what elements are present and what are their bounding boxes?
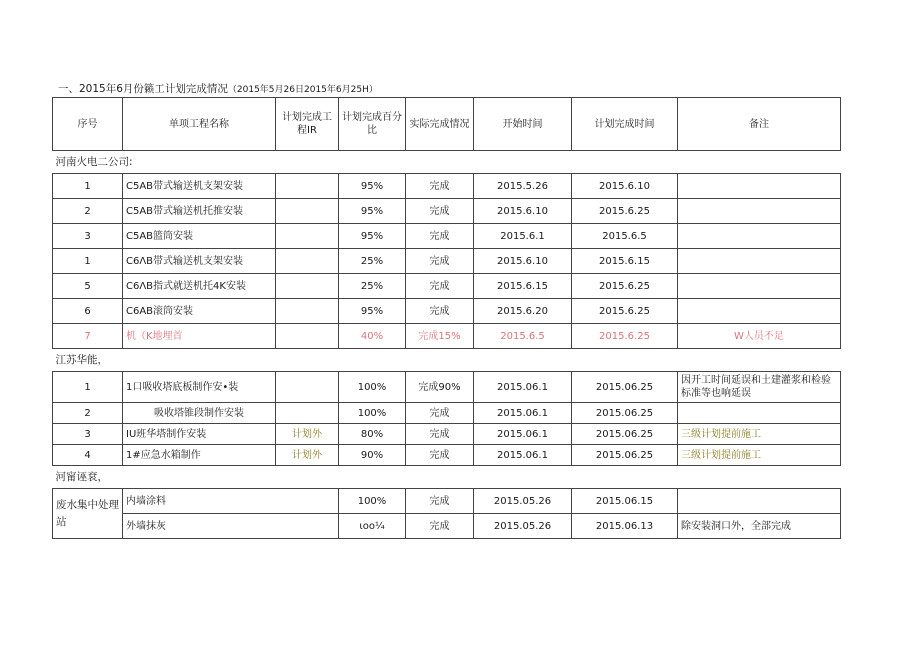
cell-qty: [276, 249, 339, 274]
cell-group: 废水集中处理站: [53, 489, 123, 539]
table-row: [53, 324, 841, 349]
report-title: [58, 81, 378, 96]
cell-pct: 40%: [339, 324, 406, 349]
cell-name: C5AB带式输送机托推安装: [123, 199, 276, 224]
table-row: [53, 249, 841, 274]
cell-actual: 完成: [406, 514, 474, 539]
cell-start: 2015.6.5: [474, 324, 572, 349]
title-main: 一、2015年6月份籁工计划完成情况: [58, 83, 228, 95]
cell-note: 三级计划提前施工: [678, 445, 841, 466]
cell-no: 1: [53, 372, 123, 403]
cell-end: 2015.06.25: [572, 403, 678, 424]
cell-pct: 80%: [339, 424, 406, 445]
cell-no: 3: [53, 424, 123, 445]
cell-end: 2015.06.25: [572, 424, 678, 445]
cell-qty: [276, 224, 339, 249]
cell-name: C6AB滚筒安装: [123, 299, 276, 324]
cell-note: [678, 403, 841, 424]
cell-actual: 完成: [406, 424, 474, 445]
cell-pct: 95%: [339, 199, 406, 224]
cell-name: C5AB篮筒安装: [123, 224, 276, 249]
cell-actual: 完成: [406, 445, 474, 466]
cell-end: 2015.6.25: [572, 299, 678, 324]
cell-pct: 25%: [339, 274, 406, 299]
cell-end: 2015.6.5: [572, 224, 678, 249]
cell-note: 因开工时间延误和土建灌浆和检验标准等也响延误: [678, 372, 841, 403]
header-note: 备注: [678, 98, 841, 151]
table-row: [53, 403, 841, 424]
cell-qty: [276, 299, 339, 324]
table-row: [53, 174, 841, 199]
cell-actual: 完成15%: [406, 324, 474, 349]
cell-end: 2015.6.10: [572, 174, 678, 199]
cell-qty: [276, 324, 339, 349]
cell-qty: [276, 199, 339, 224]
cell-qty: 计划外: [276, 445, 339, 466]
cell-end: 2015.06.25: [572, 372, 678, 403]
cell-start: 2015.05.26: [474, 514, 572, 539]
cell-note: [678, 249, 841, 274]
header-no: 序号: [53, 98, 123, 151]
cell-name: C5AB带式输送机支架安装: [123, 174, 276, 199]
cell-pct: 100%: [339, 403, 406, 424]
cell-start: 2015.06.1: [474, 445, 572, 466]
table-row: [53, 424, 841, 445]
cell-qty: 计划外: [276, 424, 339, 445]
cell-actual: 完成: [406, 403, 474, 424]
cell-no: 4: [53, 445, 123, 466]
cell-name: 1口吸收塔底板制作安•装: [123, 372, 276, 403]
table-row: [53, 299, 841, 324]
cell-start: 2015.5.26: [474, 174, 572, 199]
section-title: 河甯诬袞，: [53, 466, 841, 489]
cell-no: 1: [53, 249, 123, 274]
cell-pct: 90%: [339, 445, 406, 466]
cell-pct: 95%: [339, 299, 406, 324]
cell-pct: 100%: [339, 489, 406, 514]
cell-pct: 95%: [339, 174, 406, 199]
header-qty: 计划完成工程IR: [276, 98, 339, 151]
table-row: [53, 224, 841, 249]
cell-pct: 100%: [339, 372, 406, 403]
cell-note: [678, 299, 841, 324]
cell-start: 2015.06.1: [474, 372, 572, 403]
cell-pct: 25%: [339, 249, 406, 274]
cell-actual: 完成: [406, 274, 474, 299]
section-row: [53, 349, 841, 372]
cell-end: 2015.6.25: [572, 199, 678, 224]
header-actual: 实际完成情况: [406, 98, 474, 151]
cell-end: 2015.6.15: [572, 249, 678, 274]
table-row: [53, 199, 841, 224]
cell-start: 2015.6.10: [474, 249, 572, 274]
table-row: [53, 489, 841, 514]
table-row: [53, 274, 841, 299]
cell-actual: 完成: [406, 199, 474, 224]
cell-note: 除安装洞口外，全部完成: [678, 514, 841, 539]
section-title: 河南火电二公司:: [53, 151, 841, 174]
table-row: [53, 514, 841, 539]
section-title: 江苏华能，: [53, 349, 841, 372]
section-row: [53, 466, 841, 489]
cell-note: [678, 174, 841, 199]
cell-note: 三级计划提前施工: [678, 424, 841, 445]
cell-start: 2015.6.10: [474, 199, 572, 224]
cell-qty: [276, 274, 339, 299]
cell-start: 2015.6.15: [474, 274, 572, 299]
cell-name: C6ΛB指式就送机托4K安装: [123, 274, 276, 299]
title-period: （2015年5月26日2015年6月25H）: [227, 85, 378, 95]
header-name: 单项工程名称: [123, 98, 276, 151]
cell-end: 2015.06.15: [572, 489, 678, 514]
header-row: [53, 98, 841, 151]
header-pct: 计划完成百分比: [339, 98, 406, 151]
cell-no: 5: [53, 274, 123, 299]
cell-qty: [276, 372, 339, 403]
cell-note: W人员不足: [678, 324, 841, 349]
cell-start: 2015.6.20: [474, 299, 572, 324]
cell-no: 2: [53, 403, 123, 424]
cell-no: 7: [53, 324, 123, 349]
cell-note: [678, 274, 841, 299]
cell-name: 机（K地埋首: [123, 324, 276, 349]
cell-end: 2015.6.25: [572, 324, 678, 349]
cell-start: 2015.6.1: [474, 224, 572, 249]
cell-no: 2: [53, 199, 123, 224]
cell-no: 1: [53, 174, 123, 199]
cell-name: 内墙涂料: [123, 489, 339, 514]
cell-name: 1#应急水箱制作: [123, 445, 276, 466]
cell-note: [678, 224, 841, 249]
cell-start: 2015.06.1: [474, 403, 572, 424]
cell-qty: [276, 403, 339, 424]
cell-start: 2015.06.1: [474, 424, 572, 445]
header-start: 开始时间: [474, 98, 572, 151]
cell-name: IU班华塔制作安装: [123, 424, 276, 445]
cell-pct: 95%: [339, 224, 406, 249]
cell-actual: 完成: [406, 224, 474, 249]
cell-actual: 完成: [406, 489, 474, 514]
cell-no: 6: [53, 299, 123, 324]
cell-actual: 完成: [406, 174, 474, 199]
table-row: [53, 445, 841, 466]
plan-table: [52, 97, 841, 539]
cell-note: [678, 199, 841, 224]
cell-end: 2015.6.25: [572, 274, 678, 299]
cell-actual: 完成: [406, 249, 474, 274]
header-end: 计划完成时间: [572, 98, 678, 151]
cell-end: 2015.06.25: [572, 445, 678, 466]
table-row: [53, 372, 841, 403]
cell-note: [678, 489, 841, 514]
cell-actual: 完成90%: [406, 372, 474, 403]
cell-qty: [276, 174, 339, 199]
section-row: [53, 151, 841, 174]
cell-actual: 完成: [406, 299, 474, 324]
cell-name: 外墙抹灰: [123, 514, 339, 539]
cell-no: 3: [53, 224, 123, 249]
cell-name: 吸收塔锥段制作安装: [123, 403, 276, 424]
cell-start: 2015.05.26: [474, 489, 572, 514]
cell-end: 2015.06.13: [572, 514, 678, 539]
cell-name: C6ΛB带式输送机支架安装: [123, 249, 276, 274]
cell-pct: ιoo¼: [339, 514, 406, 539]
